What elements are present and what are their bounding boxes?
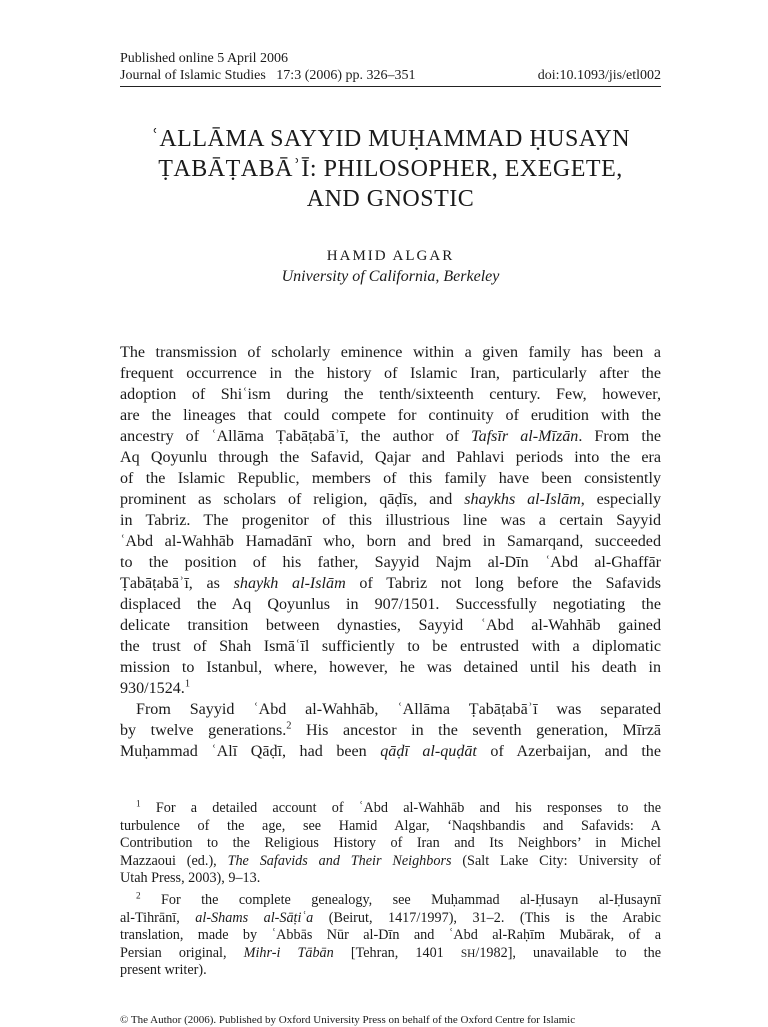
text-run: Persian original, — [120, 944, 244, 961]
text-run: ancestry of ʿAllāma Ṭabāṭabāʾī, the author of — [120, 428, 472, 445]
text-line — [120, 426, 661, 447]
footnote-ref[interactable]: 2 — [286, 720, 292, 732]
text-line: ʿAbd al-Wahhāb Hamadānī who, born and bred in Samarqand, succeeded — [120, 533, 661, 550]
text-line — [120, 678, 661, 699]
text-run: by twelve generations. — [120, 722, 287, 739]
text-line — [120, 720, 661, 741]
text-run: From Sayyid ʿAbd al-Wahhāb, ʿAllāma Ṭabāṭabāʾī was separated — [136, 701, 661, 718]
article-title — [100, 124, 681, 214]
text-run: of Tabriz not long before the Safavids — [345, 575, 662, 592]
italic-term: qāḍī al-quḍāt — [380, 743, 477, 760]
footnote-line — [120, 945, 661, 963]
text-line: frequent occurrence in the history of Islamic Iran, particularly after the — [120, 365, 661, 382]
doi-link[interactable]: doi:10.1093/jis/etl002 — [537, 68, 661, 83]
title-line: ṬABĀṬABĀʾĪ: PHILOSOPHER, EXEGETE, — [158, 156, 623, 182]
text-line: adoption of Shiʿism during the tenth/sixteenth century. Few, however, — [120, 386, 661, 403]
footnotes — [120, 800, 661, 980]
text-run: of Azerbaijan, and the — [476, 743, 661, 760]
text-run: His ancestor in the seventh generation, Mīrzā — [291, 722, 661, 739]
text-line: in Tabriz. The progenitor of this illustrious line was a certain Sayyid — [120, 512, 661, 529]
footnote-line — [120, 853, 661, 871]
book-title: Mihr-i Tābān — [243, 944, 334, 961]
text-line — [120, 741, 661, 762]
text-run: , especially — [580, 491, 661, 508]
header-rule — [120, 86, 661, 87]
text-line: mission to Istanbul, where, however, he was detained until his death in — [120, 659, 661, 676]
italic-term: shaykhs al-Islām — [464, 491, 581, 508]
footnote-ref[interactable]: 1 — [184, 678, 191, 690]
text-line — [120, 489, 661, 510]
running-header — [120, 67, 661, 85]
footnote-line: turbulence of the age, see Hamid Algar, ‘Naqshbandis and Safavids: A — [120, 817, 661, 834]
footnote-line — [120, 910, 661, 928]
author-affiliation: University of California, Berkeley — [281, 268, 500, 285]
text-run: For a detailed account of ʿAbd al-Wahhāb and his responses to the — [140, 800, 661, 816]
text-run: al-Tihrānī, — [120, 909, 196, 926]
author-name: HAMID ALGAR — [326, 248, 455, 264]
text-line — [120, 699, 661, 720]
text-line: the trust of Shah Ismāʿīl sufficiently to be entrusted with a diplomatic — [120, 638, 661, 655]
text-line — [120, 573, 661, 594]
text-line: to the position of his father, Sayyid Najm al-Dīn ʿAbd al-Ghaffār — [120, 554, 661, 571]
footnote-line — [120, 892, 661, 910]
text-line: delicate transition between dynasties, Sayyid ʿAbd al-Wahhāb gained — [120, 617, 661, 634]
title-line: ʿALLĀMA SAYYID MUḤAMMAD ḤUSAYN — [150, 126, 631, 152]
copyright-footer: © The Author (2006). Published by Oxford University Press on behalf of the Oxford Centre for Islamic — [120, 1014, 576, 1026]
footnote-line: present writer). — [120, 962, 207, 979]
italic-term: shaykh al-Islām — [233, 575, 346, 592]
small-caps: SH — [460, 947, 476, 960]
book-title: The Safavids and Their Neighbors — [227, 852, 452, 869]
footnote-line — [120, 800, 661, 818]
text-line: displaced the Aq Qoyunlus in 907/1501. Successfully negotiating the — [120, 596, 661, 613]
text-run: /1982], unavailable to the — [475, 944, 661, 961]
text-run: For the complete genealogy, see Muḥammad al-Ḥusayn al-Ḥusaynī — [140, 891, 661, 908]
text-run: Ṭabāṭabāʾī, as — [120, 575, 234, 592]
text-line: are the lineages that could compete for continuity of erudition with the — [120, 407, 661, 424]
text-line: The transmission of scholarly eminence within a given family has been a — [120, 344, 661, 361]
footnote-line: translation, made by ʿAbbās Nūr al-Dīn and ʿAbd al-Raḥīm Mubārak, of a — [120, 927, 661, 944]
footnote-line: Utah Press, 2003), 9–13. — [120, 870, 261, 887]
body-text — [120, 342, 661, 762]
published-date: Published online 5 April 2006 — [120, 51, 288, 66]
text-line: of the Islamic Republic, members of this family have been consistently — [120, 470, 661, 487]
footnote-line: Contribution to the Religious History of Iran and Its Neighbors’ in Michel — [120, 835, 661, 852]
title-line: AND GNOSTIC — [306, 186, 475, 212]
book-title: al-Shams al-Sāṭiʿa — [195, 909, 314, 926]
footnote-number: 1 — [136, 798, 141, 809]
footnote-number: 2 — [136, 890, 141, 901]
text-run: . From the — [578, 428, 662, 445]
text-line: Aq Qoyunlu through the Safavid, Qajar and Pahlavi periods into the era — [120, 449, 661, 466]
book-title: Tafsīr al-Mīzān — [471, 428, 579, 445]
text-run: Muḥammad ʿAlī Qāḍī, had been — [120, 743, 381, 760]
text-run: (Salt Lake City: University of — [451, 852, 661, 869]
text-run: prominent as scholars of religion, qāḍīs, and — [120, 491, 465, 508]
journal-citation: Journal of Islamic Studies 17:3 (2006) pp. 326–351 — [120, 68, 416, 83]
text-run: [Tehran, 1401 — [333, 944, 461, 961]
text-run: Mazzaoui (ed.), — [120, 852, 228, 869]
text-run: (Beirut, 1417/1997), 31–2. (This is the Arabic — [313, 909, 661, 926]
text-run: 930/1524. — [120, 680, 185, 697]
